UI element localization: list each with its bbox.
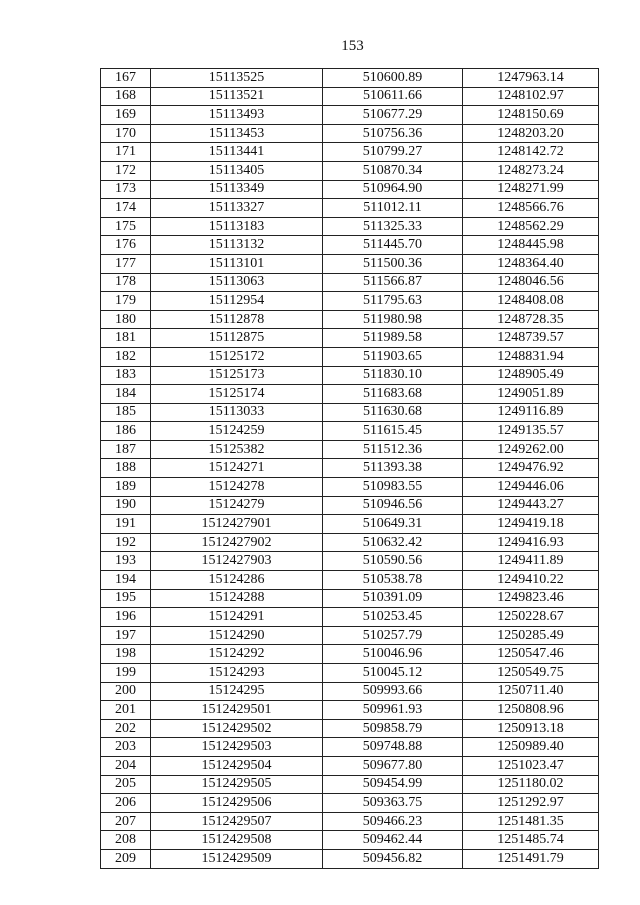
table-row — [101, 422, 599, 441]
y-coordinate-cell: 1248271.99 — [463, 180, 599, 199]
y-coordinate-cell: 1249443.27 — [463, 496, 599, 515]
table-row — [101, 682, 599, 701]
point-number-cell: 191 — [101, 515, 151, 534]
table-row — [101, 180, 599, 199]
point-number-cell: 183 — [101, 366, 151, 385]
x-coordinate-cell: 509454.99 — [323, 775, 463, 794]
x-coordinate-cell: 510983.55 — [323, 478, 463, 497]
parcel-id-cell: 15124271 — [151, 459, 323, 478]
parcel-id-cell: 15124293 — [151, 664, 323, 683]
parcel-id-cell: 15112878 — [151, 310, 323, 329]
table-row — [101, 478, 599, 497]
table-row — [101, 626, 599, 645]
parcel-id-cell: 1512427902 — [151, 533, 323, 552]
parcel-id-cell: 15113033 — [151, 403, 323, 422]
y-coordinate-cell: 1249116.89 — [463, 403, 599, 422]
y-coordinate-cell: 1250711.40 — [463, 682, 599, 701]
point-number-cell: 184 — [101, 385, 151, 404]
table-row — [101, 440, 599, 459]
parcel-id-cell: 1512429502 — [151, 719, 323, 738]
table-row — [101, 552, 599, 571]
parcel-id-cell: 15113132 — [151, 236, 323, 255]
y-coordinate-cell: 1249446.06 — [463, 478, 599, 497]
y-coordinate-cell: 1250228.67 — [463, 608, 599, 627]
x-coordinate-cell: 511903.65 — [323, 347, 463, 366]
point-number-cell: 182 — [101, 347, 151, 366]
x-coordinate-cell: 511989.58 — [323, 329, 463, 348]
point-number-cell: 189 — [101, 478, 151, 497]
parcel-id-cell: 15113349 — [151, 180, 323, 199]
table-row — [101, 254, 599, 273]
y-coordinate-cell: 1248102.97 — [463, 87, 599, 106]
parcel-id-cell: 15112954 — [151, 292, 323, 311]
y-coordinate-cell: 1251023.47 — [463, 756, 599, 775]
x-coordinate-cell: 511795.63 — [323, 292, 463, 311]
point-number-cell: 169 — [101, 106, 151, 125]
y-coordinate-cell: 1249262.00 — [463, 440, 599, 459]
x-coordinate-cell: 510538.78 — [323, 571, 463, 590]
x-coordinate-cell: 510799.27 — [323, 143, 463, 162]
table-row — [101, 571, 599, 590]
parcel-id-cell: 1512427903 — [151, 552, 323, 571]
parcel-id-cell: 15124286 — [151, 571, 323, 590]
page-number: 153 — [341, 38, 364, 54]
table-row — [101, 366, 599, 385]
table-row — [101, 106, 599, 125]
x-coordinate-cell: 511393.38 — [323, 459, 463, 478]
y-coordinate-cell: 1248728.35 — [463, 310, 599, 329]
x-coordinate-cell: 510649.31 — [323, 515, 463, 534]
parcel-id-cell: 15125174 — [151, 385, 323, 404]
point-number-cell: 185 — [101, 403, 151, 422]
table-row — [101, 161, 599, 180]
x-coordinate-cell: 509466.23 — [323, 812, 463, 831]
x-coordinate-cell: 510632.42 — [323, 533, 463, 552]
y-coordinate-cell: 1247963.14 — [463, 69, 599, 88]
x-coordinate-cell: 510590.56 — [323, 552, 463, 571]
point-number-cell: 207 — [101, 812, 151, 831]
point-number-cell: 181 — [101, 329, 151, 348]
point-number-cell: 198 — [101, 645, 151, 664]
y-coordinate-cell: 1249476.92 — [463, 459, 599, 478]
x-coordinate-cell: 509363.75 — [323, 794, 463, 813]
table-row — [101, 124, 599, 143]
point-number-cell: 204 — [101, 756, 151, 775]
parcel-id-cell: 15113525 — [151, 69, 323, 88]
point-number-cell: 195 — [101, 589, 151, 608]
point-number-cell: 208 — [101, 831, 151, 850]
y-coordinate-cell: 1251481.35 — [463, 812, 599, 831]
table-row — [101, 403, 599, 422]
table-row — [101, 775, 599, 794]
x-coordinate-cell: 511500.36 — [323, 254, 463, 273]
y-coordinate-cell: 1248203.20 — [463, 124, 599, 143]
y-coordinate-cell: 1250549.75 — [463, 664, 599, 683]
point-number-cell: 168 — [101, 87, 151, 106]
point-number-cell: 193 — [101, 552, 151, 571]
y-coordinate-cell: 1248046.56 — [463, 273, 599, 292]
point-number-cell: 178 — [101, 273, 151, 292]
x-coordinate-cell: 511012.11 — [323, 199, 463, 218]
x-coordinate-cell: 510756.36 — [323, 124, 463, 143]
x-coordinate-cell: 511683.68 — [323, 385, 463, 404]
parcel-id-cell: 15113183 — [151, 217, 323, 236]
parcel-id-cell: 1512429506 — [151, 794, 323, 813]
x-coordinate-cell: 511615.45 — [323, 422, 463, 441]
x-coordinate-cell: 510257.79 — [323, 626, 463, 645]
y-coordinate-cell: 1250285.49 — [463, 626, 599, 645]
parcel-id-cell: 15125173 — [151, 366, 323, 385]
parcel-id-cell: 15113101 — [151, 254, 323, 273]
x-coordinate-cell: 511512.36 — [323, 440, 463, 459]
point-number-cell: 192 — [101, 533, 151, 552]
table-row — [101, 515, 599, 534]
y-coordinate-cell: 1249135.57 — [463, 422, 599, 441]
y-coordinate-cell: 1248142.72 — [463, 143, 599, 162]
table-row — [101, 738, 599, 757]
y-coordinate-cell: 1248273.24 — [463, 161, 599, 180]
y-coordinate-cell: 1249411.89 — [463, 552, 599, 571]
point-number-cell: 177 — [101, 254, 151, 273]
point-number-cell: 173 — [101, 180, 151, 199]
x-coordinate-cell: 510600.89 — [323, 69, 463, 88]
y-coordinate-cell: 1250989.40 — [463, 738, 599, 757]
point-number-cell: 167 — [101, 69, 151, 88]
coordinates-table — [100, 68, 599, 869]
table-row — [101, 143, 599, 162]
x-coordinate-cell: 509462.44 — [323, 831, 463, 850]
parcel-id-cell: 15113405 — [151, 161, 323, 180]
y-coordinate-cell: 1248150.69 — [463, 106, 599, 125]
x-coordinate-cell: 509858.79 — [323, 719, 463, 738]
x-coordinate-cell: 511325.33 — [323, 217, 463, 236]
point-number-cell: 197 — [101, 626, 151, 645]
point-number-cell: 199 — [101, 664, 151, 683]
point-number-cell: 175 — [101, 217, 151, 236]
parcel-id-cell: 15124291 — [151, 608, 323, 627]
table-row — [101, 236, 599, 255]
y-coordinate-cell: 1248408.08 — [463, 292, 599, 311]
parcel-id-cell: 15113063 — [151, 273, 323, 292]
point-number-cell: 176 — [101, 236, 151, 255]
table-row — [101, 273, 599, 292]
x-coordinate-cell: 510946.56 — [323, 496, 463, 515]
y-coordinate-cell: 1249410.22 — [463, 571, 599, 590]
point-number-cell: 171 — [101, 143, 151, 162]
table-row — [101, 496, 599, 515]
table-row — [101, 756, 599, 775]
table-row — [101, 347, 599, 366]
point-number-cell: 194 — [101, 571, 151, 590]
point-number-cell: 187 — [101, 440, 151, 459]
parcel-id-cell: 1512429503 — [151, 738, 323, 757]
table-row — [101, 533, 599, 552]
table-row — [101, 701, 599, 720]
parcel-id-cell: 15124288 — [151, 589, 323, 608]
point-number-cell: 202 — [101, 719, 151, 738]
parcel-id-cell: 15113453 — [151, 124, 323, 143]
parcel-id-cell: 15125382 — [151, 440, 323, 459]
point-number-cell: 174 — [101, 199, 151, 218]
table-row — [101, 199, 599, 218]
x-coordinate-cell: 511830.10 — [323, 366, 463, 385]
x-coordinate-cell: 509961.93 — [323, 701, 463, 720]
y-coordinate-cell: 1248566.76 — [463, 199, 599, 218]
x-coordinate-cell: 511445.70 — [323, 236, 463, 255]
y-coordinate-cell: 1251485.74 — [463, 831, 599, 850]
y-coordinate-cell: 1248831.94 — [463, 347, 599, 366]
x-coordinate-cell: 510870.34 — [323, 161, 463, 180]
y-coordinate-cell: 1249419.18 — [463, 515, 599, 534]
x-coordinate-cell: 511630.68 — [323, 403, 463, 422]
parcel-id-cell: 15124279 — [151, 496, 323, 515]
parcel-id-cell: 1512429505 — [151, 775, 323, 794]
x-coordinate-cell: 510677.29 — [323, 106, 463, 125]
y-coordinate-cell: 1250808.96 — [463, 701, 599, 720]
table-row — [101, 664, 599, 683]
parcel-id-cell: 15113521 — [151, 87, 323, 106]
x-coordinate-cell: 510964.90 — [323, 180, 463, 199]
table-row — [101, 794, 599, 813]
table-row — [101, 385, 599, 404]
x-coordinate-cell: 509456.82 — [323, 849, 463, 868]
y-coordinate-cell: 1249051.89 — [463, 385, 599, 404]
point-number-cell: 206 — [101, 794, 151, 813]
table-row — [101, 719, 599, 738]
x-coordinate-cell: 511566.87 — [323, 273, 463, 292]
parcel-id-cell: 15113493 — [151, 106, 323, 125]
parcel-id-cell: 15124259 — [151, 422, 323, 441]
table-row — [101, 310, 599, 329]
point-number-cell: 190 — [101, 496, 151, 515]
x-coordinate-cell: 509748.88 — [323, 738, 463, 757]
y-coordinate-cell: 1249823.46 — [463, 589, 599, 608]
parcel-id-cell: 15113327 — [151, 199, 323, 218]
point-number-cell: 200 — [101, 682, 151, 701]
parcel-id-cell: 1512429507 — [151, 812, 323, 831]
table-row — [101, 292, 599, 311]
x-coordinate-cell: 510045.12 — [323, 664, 463, 683]
y-coordinate-cell: 1248905.49 — [463, 366, 599, 385]
table-row — [101, 87, 599, 106]
x-coordinate-cell: 510046.96 — [323, 645, 463, 664]
parcel-id-cell: 1512427901 — [151, 515, 323, 534]
point-number-cell: 180 — [101, 310, 151, 329]
point-number-cell: 201 — [101, 701, 151, 720]
x-coordinate-cell: 509993.66 — [323, 682, 463, 701]
table-row — [101, 589, 599, 608]
parcel-id-cell: 1512429504 — [151, 756, 323, 775]
table-row — [101, 831, 599, 850]
y-coordinate-cell: 1251180.02 — [463, 775, 599, 794]
parcel-id-cell: 15112875 — [151, 329, 323, 348]
y-coordinate-cell: 1250913.18 — [463, 719, 599, 738]
y-coordinate-cell: 1248562.29 — [463, 217, 599, 236]
x-coordinate-cell: 510611.66 — [323, 87, 463, 106]
table-row — [101, 459, 599, 478]
table-row — [101, 608, 599, 627]
coordinates-table-body — [101, 69, 599, 869]
parcel-id-cell: 15124292 — [151, 645, 323, 664]
table-row — [101, 812, 599, 831]
table-row — [101, 69, 599, 88]
table-row — [101, 329, 599, 348]
parcel-id-cell: 15124290 — [151, 626, 323, 645]
point-number-cell: 203 — [101, 738, 151, 757]
y-coordinate-cell: 1251491.79 — [463, 849, 599, 868]
y-coordinate-cell: 1248739.57 — [463, 329, 599, 348]
x-coordinate-cell: 510391.09 — [323, 589, 463, 608]
point-number-cell: 209 — [101, 849, 151, 868]
parcel-id-cell: 15125172 — [151, 347, 323, 366]
point-number-cell: 170 — [101, 124, 151, 143]
parcel-id-cell: 1512429508 — [151, 831, 323, 850]
y-coordinate-cell: 1250547.46 — [463, 645, 599, 664]
point-number-cell: 205 — [101, 775, 151, 794]
point-number-cell: 172 — [101, 161, 151, 180]
point-number-cell: 188 — [101, 459, 151, 478]
parcel-id-cell: 15124295 — [151, 682, 323, 701]
table-row — [101, 217, 599, 236]
point-number-cell: 186 — [101, 422, 151, 441]
parcel-id-cell: 15113441 — [151, 143, 323, 162]
y-coordinate-cell: 1248445.98 — [463, 236, 599, 255]
parcel-id-cell: 1512429509 — [151, 849, 323, 868]
x-coordinate-cell: 511980.98 — [323, 310, 463, 329]
y-coordinate-cell: 1251292.97 — [463, 794, 599, 813]
parcel-id-cell: 15124278 — [151, 478, 323, 497]
x-coordinate-cell: 509677.80 — [323, 756, 463, 775]
table-row — [101, 849, 599, 868]
point-number-cell: 196 — [101, 608, 151, 627]
table-row — [101, 645, 599, 664]
x-coordinate-cell: 510253.45 — [323, 608, 463, 627]
point-number-cell: 179 — [101, 292, 151, 311]
y-coordinate-cell: 1248364.40 — [463, 254, 599, 273]
y-coordinate-cell: 1249416.93 — [463, 533, 599, 552]
parcel-id-cell: 1512429501 — [151, 701, 323, 720]
